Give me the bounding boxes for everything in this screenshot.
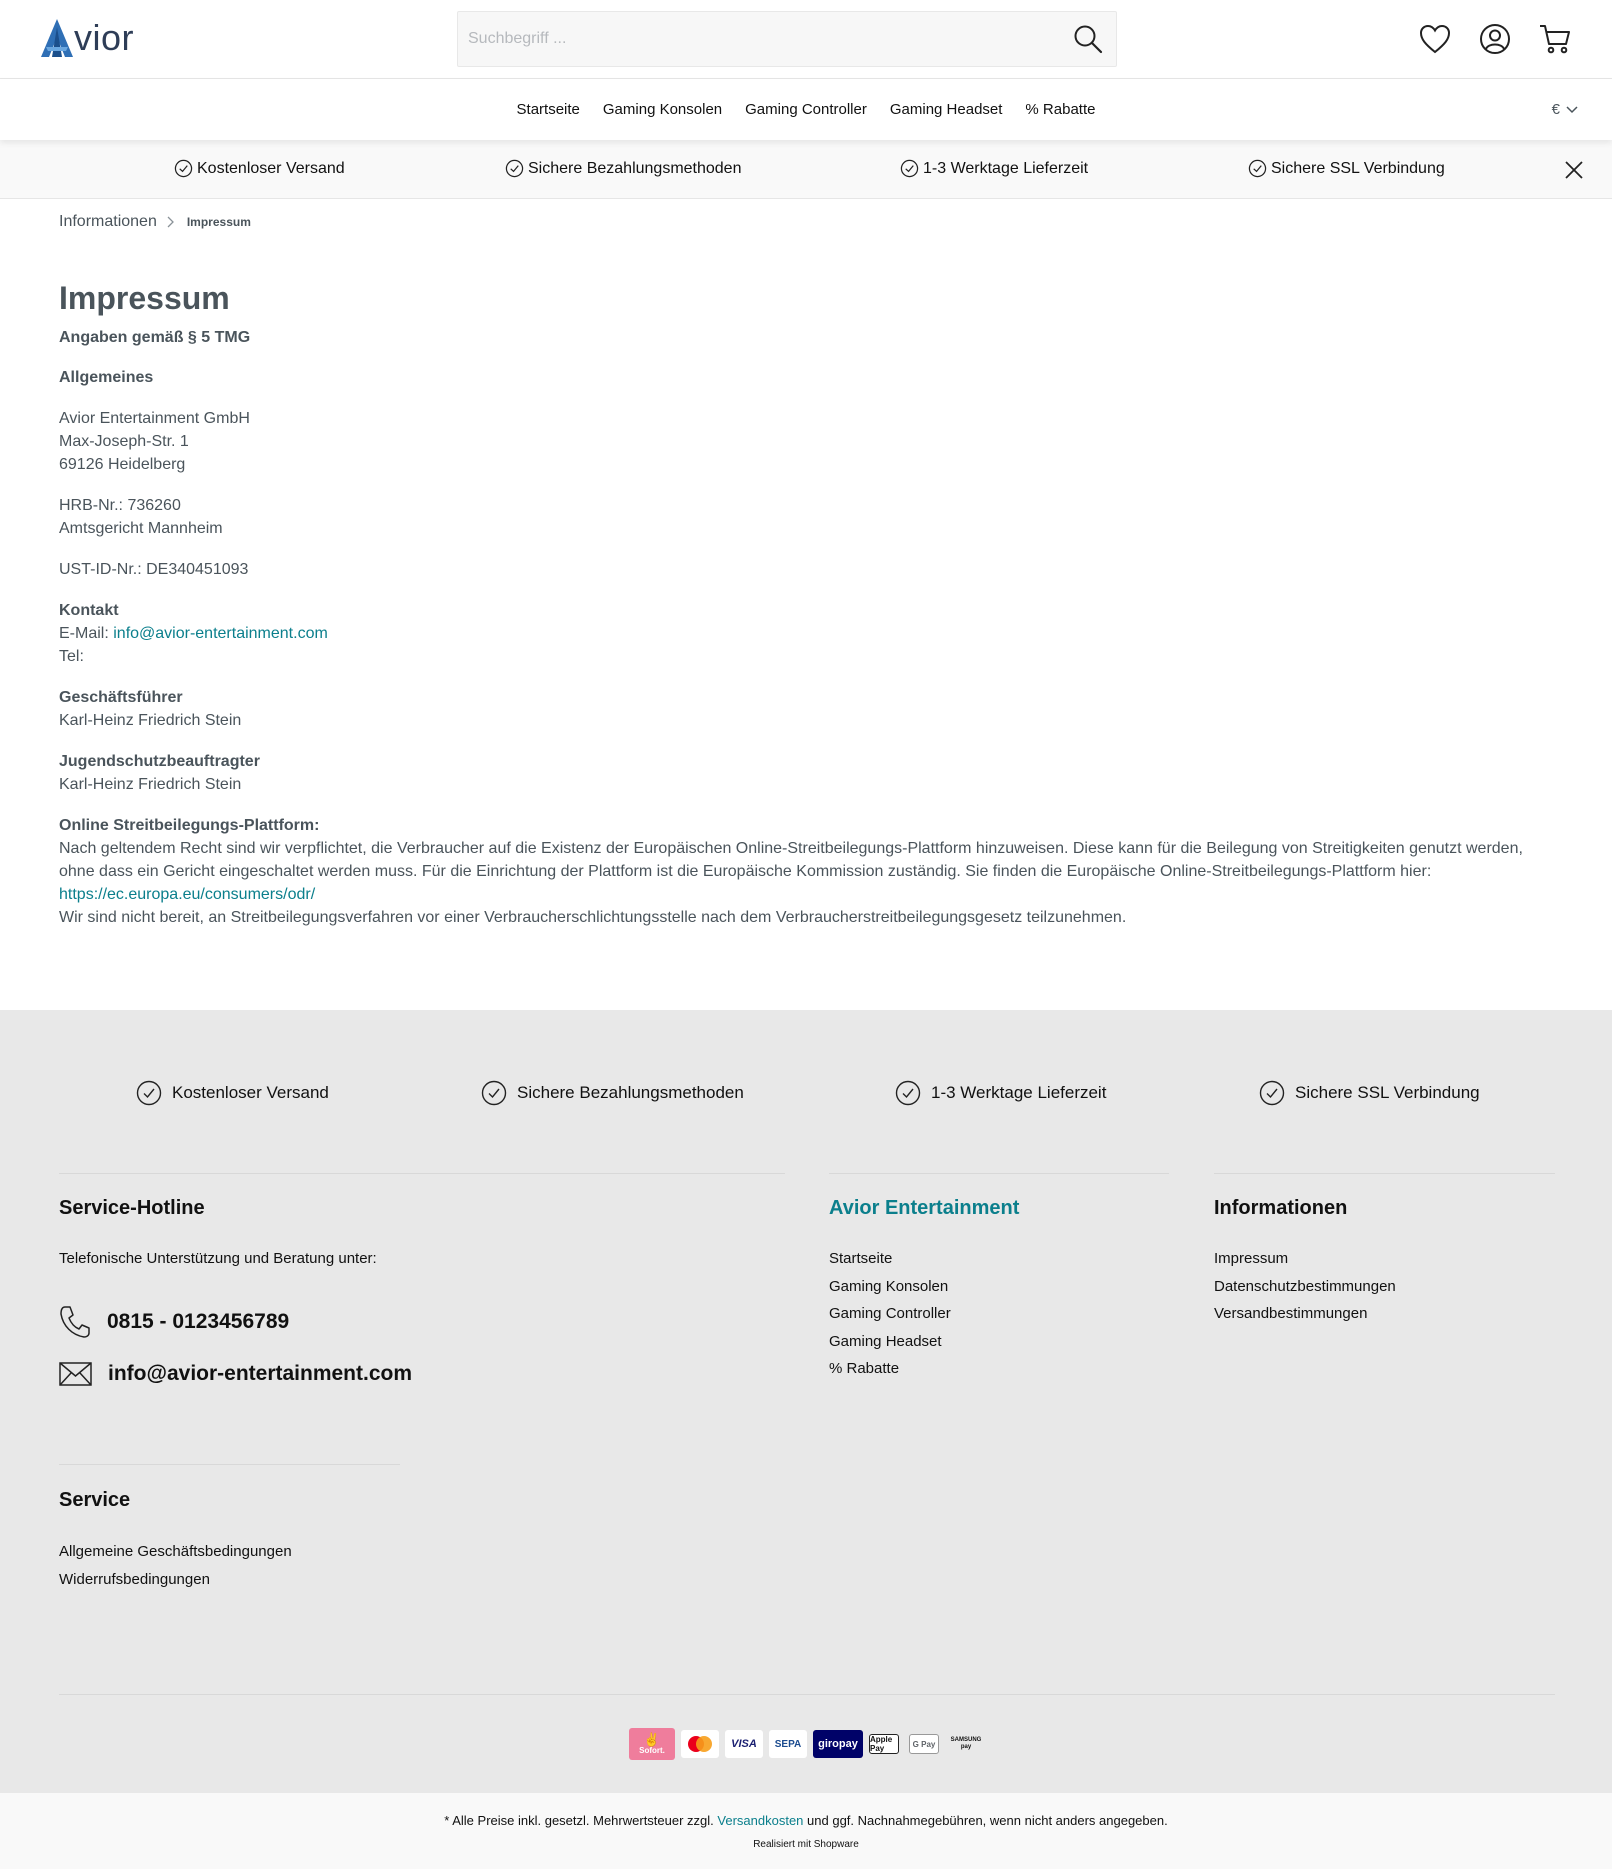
hotline-email[interactable] (59, 1362, 412, 1386)
payment-methods (0, 1728, 1612, 1760)
footer-bottom (0, 1793, 1612, 1869)
youth-protection-heading: Jugendschutzbeauftragter (59, 753, 260, 770)
footer-usp-label: Sichere Bezahlungsmethoden (517, 1083, 744, 1102)
divider (59, 1464, 400, 1465)
search-input[interactable] (458, 12, 1060, 66)
header-actions (1416, 20, 1574, 58)
footer (0, 1010, 1612, 1793)
company-city: 69126 Heidelberg (59, 456, 186, 473)
close-icon (1564, 160, 1584, 180)
register-info (59, 494, 1559, 540)
hotline-email-address: info@avior-entertainment.com (108, 1362, 413, 1385)
footer-usp-item (136, 1080, 329, 1106)
odr-text-2: Wir sind nicht bereit, an Streitbeilegungsverfahren vor einer Verbraucherschlichtungsstelle nach dem Verbraucherstreitbeilegungsgesetz teilzunehmen. (59, 909, 1127, 926)
nav-item-rabatte[interactable]: % Rabatte (1025, 101, 1096, 118)
divider (59, 1694, 1555, 1695)
main-navigation (0, 79, 1612, 140)
check-circle-icon (1248, 159, 1267, 178)
usp-item (505, 159, 741, 178)
nav-item-gaming-headset[interactable]: Gaming Headset (889, 101, 1003, 118)
general-heading: Allgemeines (59, 369, 154, 386)
nav-item-gaming-controller[interactable]: Gaming Controller (745, 101, 867, 118)
sofort-logo: ✌ Sofort. (629, 1728, 675, 1760)
mastercard-logo (681, 1730, 719, 1758)
nav-item-gaming-konsolen[interactable]: Gaming Konsolen (602, 101, 723, 118)
ust-id: UST-ID-Nr.: DE340451093 (59, 561, 249, 578)
footer-usp-label: 1-3 Werktage Lieferzeit (931, 1083, 1107, 1102)
account-button[interactable] (1476, 20, 1514, 58)
wishlist-button[interactable] (1416, 20, 1454, 58)
footer-usp-item (1259, 1080, 1480, 1106)
register-court: Amtsgericht Mannheim (59, 520, 223, 537)
info-heading: Informationen (1214, 1197, 1348, 1219)
youth-protection-block (59, 750, 1559, 796)
footer-usp-item (481, 1080, 744, 1106)
company-street: Max-Joseph-Str. 1 (59, 433, 189, 450)
ceo-heading: Geschäftsführer (59, 689, 183, 706)
footer-link-rabatte[interactable]: % Rabatte (829, 1360, 900, 1377)
service-heading: Service (59, 1489, 131, 1511)
odr-link[interactable]: https://ec.europa.eu/consumers/odr/ (59, 886, 316, 903)
heart-icon (1419, 24, 1451, 54)
shipping-costs-link[interactable]: Versandkosten (717, 1813, 804, 1828)
footer-link-widerruf[interactable]: Widerrufsbedingungen (59, 1570, 210, 1588)
chevron-down-icon (1566, 106, 1578, 114)
sofort-label: Sofort. (639, 1746, 665, 1755)
nav-item-startseite[interactable]: Startseite (516, 101, 580, 118)
user-icon (1479, 23, 1511, 55)
check-circle-icon (136, 1080, 162, 1106)
usp-item (1248, 159, 1445, 178)
nav-items (0, 79, 1612, 140)
gpay-logo: G Pay (909, 1734, 939, 1754)
footer-link-agb[interactable]: Allgemeine Geschäftsbedingungen (59, 1543, 292, 1560)
usp-label: 1-3 Werktage Lieferzeit (923, 159, 1089, 177)
breadcrumb-current: Impressum (186, 215, 251, 229)
odr-text: Nach geltendem Recht sind wir verpflichtet, die Verbraucher auf die Existenz der Europäischen Online-Streitbeilegungs-Plattform hinzuweisen. Diese kann für die Beilegung von Streitigkeiten genutzt werden, ohne dass ein Gericht eingeschaltet werden muss. Für die Einrichtung der Plattform ist die Europäische Kommission zuständig. Sie finden die Europäische Online-Streitbeilegungs-Plattform hier: (59, 840, 1523, 880)
footer-link-startseite[interactable]: Startseite (829, 1250, 893, 1267)
hotline-phone-number: 0815 - 0123456789 (107, 1310, 290, 1333)
footer-usp-label: Kostenloser Versand (172, 1083, 329, 1102)
usp-bar (0, 140, 1612, 199)
divider (1214, 1173, 1555, 1174)
footer-link-gaming-headset[interactable]: Gaming Headset (829, 1332, 942, 1350)
hotline-phone[interactable] (59, 1305, 289, 1339)
applepay-logo: Apple Pay (869, 1734, 899, 1754)
check-circle-icon (1259, 1080, 1285, 1106)
usp-item (900, 159, 1088, 178)
ceo-block (59, 686, 1559, 732)
contact-heading: Kontakt (59, 602, 119, 619)
tel-label: Tel: (59, 648, 84, 665)
ceo-name: Karl-Heinz Friedrich Stein (59, 712, 242, 729)
impressum-content (59, 278, 1559, 947)
usp-label: Kostenloser Versand (197, 159, 345, 177)
mail-icon (59, 1362, 92, 1386)
contact-email-link[interactable]: info@avior-entertainment.com (113, 625, 328, 642)
usp-label: Sichere Bezahlungsmethoden (528, 159, 742, 177)
check-circle-icon (900, 159, 919, 178)
currency-label: € (1551, 101, 1560, 118)
footer-link-gaming-konsolen[interactable]: Gaming Konsolen (829, 1277, 949, 1295)
phone-icon (59, 1305, 91, 1339)
usp-close-button[interactable] (1562, 158, 1586, 182)
tmg-heading: Angaben gemäß § 5 TMG (59, 329, 251, 346)
giropay-logo: giropay (813, 1730, 863, 1758)
vat-text-pre: * Alle Preise inkl. gesetzl. Mehrwertsteuer zzgl. (444, 1813, 714, 1828)
header (0, 0, 1612, 79)
cart-button[interactable] (1536, 20, 1574, 58)
search-icon (1073, 24, 1103, 54)
footer-link-versand[interactable]: Versandbestimmungen (1214, 1305, 1368, 1322)
company-address (59, 407, 1559, 476)
odr-heading: Online Streitbeilegungs-Plattform: (59, 817, 320, 834)
company-heading: Avior Entertainment (829, 1197, 1020, 1219)
usp-item (174, 159, 345, 178)
hotline-heading: Service-Hotline (59, 1197, 205, 1219)
logo-mark-icon (38, 17, 76, 59)
check-circle-icon (174, 159, 193, 178)
page-title: Impressum (59, 280, 230, 316)
check-circle-icon (505, 159, 524, 178)
service-links (59, 1538, 292, 1593)
contact-block (59, 599, 1559, 668)
breadcrumb-link-informationen[interactable]: Informationen (59, 213, 157, 230)
chevron-right-icon (167, 216, 175, 228)
vat-text-post: und ggf. Nachnahmegebühren, wenn nicht anders angegeben. (807, 1813, 1168, 1828)
hotline-text: Telefonische Unterstützung und Beratung unter: (59, 1250, 377, 1267)
samsungpay-logo: SAMSUNG pay (950, 1737, 982, 1750)
shopware-credit[interactable]: Realisiert mit Shopware (753, 1839, 859, 1850)
email-label: E-Mail: (59, 625, 109, 642)
logo-text: vior (74, 17, 135, 58)
logo-link[interactable] (38, 16, 134, 60)
currency-switcher[interactable] (1552, 101, 1578, 118)
footer-link-datenschutz[interactable]: Datenschutzbestimmungen (1214, 1277, 1396, 1295)
footer-link-gaming-controller[interactable]: Gaming Controller (829, 1305, 951, 1322)
footer-usp-label: Sichere SSL Verbindung (1295, 1083, 1480, 1102)
footer-usp-item (895, 1080, 1106, 1106)
check-circle-icon (895, 1080, 921, 1106)
sepa-logo: SEPA (769, 1730, 807, 1758)
hrb-number: HRB-Nr.: 736260 (59, 497, 181, 514)
search-button[interactable] (1060, 11, 1116, 67)
usp-label: Sichere SSL Verbindung (1271, 159, 1445, 177)
vat-notice (0, 1813, 1612, 1828)
odr-block (59, 814, 1559, 929)
youth-protection-name: Karl-Heinz Friedrich Stein (59, 776, 242, 793)
visa-logo: VISA (725, 1730, 763, 1758)
footer-link-impressum[interactable]: Impressum (1214, 1250, 1289, 1267)
search-bar (457, 11, 1117, 67)
cart-icon (1538, 23, 1572, 55)
company-name: Avior Entertainment GmbH (59, 410, 250, 427)
divider (59, 1173, 785, 1174)
company-links (829, 1245, 951, 1383)
info-links (1214, 1245, 1396, 1328)
breadcrumb (59, 213, 251, 231)
divider (829, 1173, 1169, 1174)
check-circle-icon (481, 1080, 507, 1106)
